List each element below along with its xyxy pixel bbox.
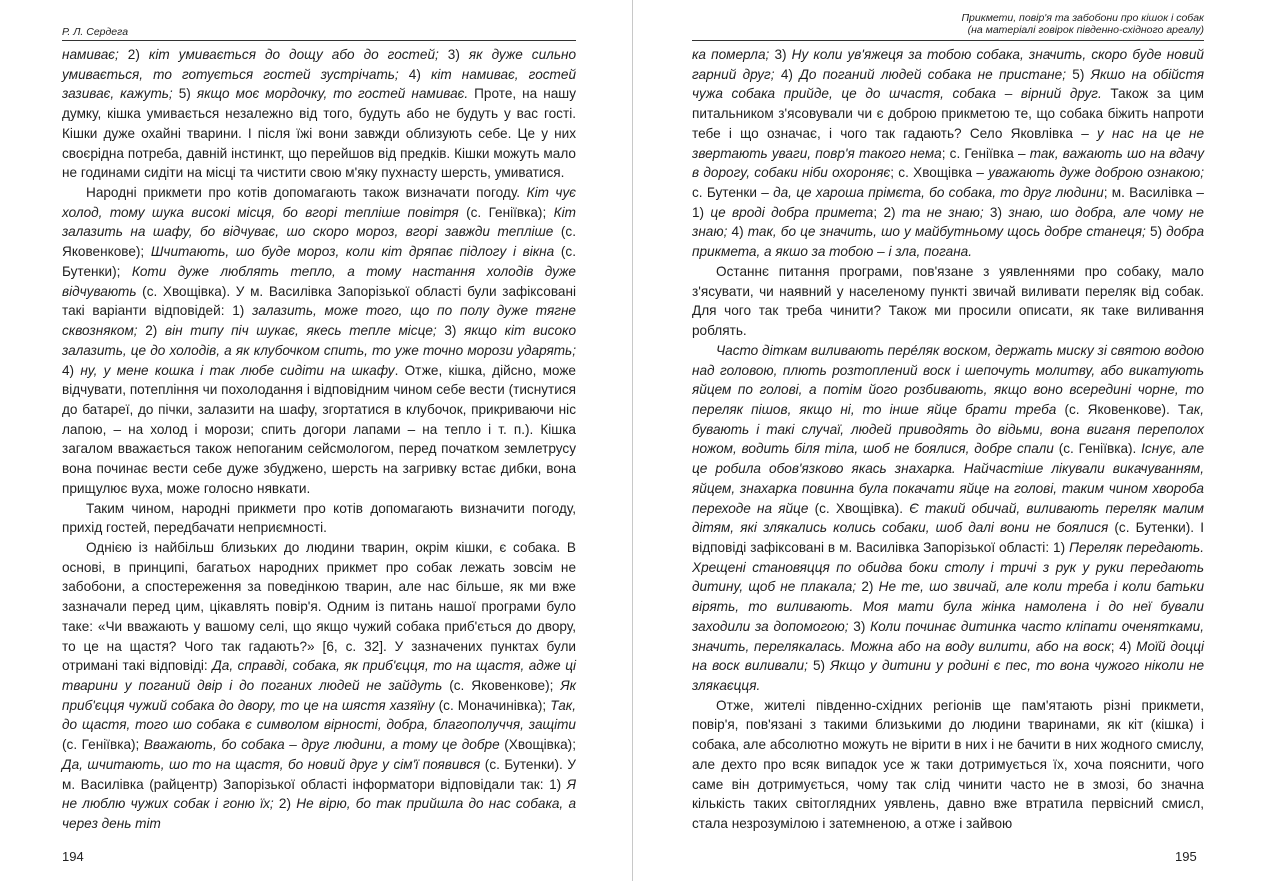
body-text: . Отже, кішка, дійсно, може відчувати, потепління чи похолодання і відповідним чином себе вести (тиснутися до батареї, до пічки, залазити на шафу, згортатися в клубочок, прикриваючи ніс лапою, – на холод і морози; спить догори лапами – на тепло і т. п.). Кішка загалом вважається також непоганим сейсмологом, перед початком землетрусу вона починає вести себе дуже збуджено, шерсть на загривку встає дибки, вона прищулює вуха, може голосно нявкати. [62,362,576,496]
body-text: Також за цим питальником з'ясовували чи є доброю прикметою те, що собака біжить напроти тебе і що означає, і чого так гадають? Село Яковлівка – [692,86,1205,141]
body-text: Народні прикмети про котів допомагають також визначати погоду. [86,185,527,201]
body-text: Проте, на нашу думку, кішка умивається незалежно від того, будуть або не будуть у вас гості. Кішки дуже охайні тварини. І після їжі вони завжди облизують себе. Це у них своєрідна потреба, давній інстинкт, що перейшов від предків. Кішки можуть мало не годинами сидіти на місці та чистити свою м'яку пухнасту шерсть, умиватися. [62,86,577,181]
quoted-dialect-text: Да, справді, собака, як приб'єцця, то на щастя, адже ці тварини у поганий двір і до поганих людей не зайдуть [62,658,576,693]
body-text: (с. Яковенкове); [62,224,576,260]
quoted-dialect-text: та не знаю; [901,204,984,220]
body-text: (Хвощівка); [499,737,576,753]
quoted-dialect-text: у нас на це не звертають уваги, повр'я такого нема [692,125,1204,161]
quoted-dialect-text: Переляк передають. Хрещені становяцця по обидва боки столу і тричі з рук у руки передають дитину, щоб не плакала; [692,539,1204,595]
body-text: 3) [983,204,1009,220]
paragraph [62,45,576,183]
right-page [634,0,1267,881]
quoted-dialect-text: якщо кіт високо залазить, це до холодів, а як клубочком спить, то уже точно морози ударять; [62,323,577,358]
quoted-dialect-text: Часто діткам виливають пере́ляк воском, держать миску зі святою водою над головою, плють розтоплений воск і шепочуть молитву, або викатують яйцем по голові, а потім його розбивають, якщо воно всередині чорне, то переляк пішов, якщо ні, то інше яйце брати треба [692,342,1204,417]
quoted-dialect-text: До поганий людей собака не пристане; [799,66,1066,82]
left-page-body [62,45,576,834]
paragraph [692,262,1204,341]
body-text: 3) [848,618,871,634]
quoted-dialect-text: Кіт чує холод, тому шука високі місця, бо вгорі тепліше повітря [62,185,576,220]
body-text: Останнє питання програми, пов'язане з уявленнями про собаку, мало з'ясувати, чи наявний у населеному пункті звичай виливати переляк від собак. Для чого так треба чинити? Також ми просили описати, як таке виливання роблять. [692,263,1204,339]
quoted-dialect-text: ак, бувають і такі случаї, людей приводять до відьми, вона виганя переполох ножом, водить біля тіла, шоб не боялися, добре спали [692,401,1204,457]
quoted-dialect-text: це вроді добра примета [710,204,874,220]
body-text: (с. Геніївка); [458,204,554,220]
page-number: 195 [1175,849,1197,864]
body-text: ; с. Геніївка – [941,145,1030,161]
paragraph [62,499,576,538]
body-text: 5) [807,658,831,674]
quoted-dialect-text: Кіт залазить на шафу, бо відчуває, шо скоро мороз, вгорі завжди тепліше [62,204,576,240]
quoted-dialect-text: Я не люблю чужих собак і гоню їх; [62,776,576,812]
quoted-dialect-text: Як приб'єцця чужий собака до двору, то це на шястя хазяїну [62,678,577,713]
quoted-dialect-text: Є такий обичай, виливають переляк малим дітям, які злякались колись собаки, шоб далі вони не боялися [692,500,1204,536]
running-head-title-line2: (на матеріалі говірок південно-східного ареалу) [967,24,1204,36]
quoted-dialect-text: Да, шчитають, шо то на щастя, бо новий друг у сім'ї появився [62,756,481,772]
quoted-dialect-text: кіт намиває, гостей зазиває, кажуть; [62,66,577,102]
quoted-dialect-text: як дуже сильно умивається, то готується гостей зустрічать; [62,47,577,82]
body-text: 2) [118,47,149,62]
quoted-dialect-text: Ну коли ув'яжеця за тобою собака, значить, скоро буде новий гарний друг; [692,47,1204,82]
quoted-dialect-text: Вважають, бо собака – друг людини, а тому це добре [143,737,500,753]
body-text: ; м. Василівка – 1) [692,185,1204,220]
body-text: 2) [137,323,165,339]
quoted-dialect-text: якщо моє мордочку, то гостей намиває. [196,86,469,102]
body-text: 5) [172,86,197,102]
body-text: (с. Бутенки). У м. Василівка (райцентр) Запорізької області інформатори відповідали так: 1) [62,756,576,792]
quoted-dialect-text: Якщо у дитини у родині є пес, то вона чужого ніколи не злякаєцця. [692,658,1205,693]
body-text: (с. Бутенки). І відповіді зафіксовані в м. Василівка Запорізької області: 1) [692,520,1204,555]
body-text: 3) [769,47,792,62]
body-text: (с. Геніївка); [62,737,144,753]
body-text: 5) [1065,66,1091,82]
quoted-dialect-text: Існує, але це робила обов'язково якась знахарка. Найчастіше лікували викачуванням, яйцем, знахарка повинна була покачати яйце на голові, таким чином хвороба переходе на яйце [692,441,1204,516]
quoted-dialect-text: Коли починає дитинка часто кліпати оченятками, значить, перелякалась. Можна або на воду вилити, або на воск [692,618,1204,654]
body-text: 3) [436,323,465,339]
paragraph [692,45,1204,262]
left-page [0,0,633,881]
quoted-dialect-text: добра прикмета, а якшо за тобою – і зла, погана. [692,224,1205,260]
quoted-dialect-text: так, важають шо на вдачу в дорогу, собаки ніби охороняє [692,145,1204,181]
body-text: (с. Хвощівка). [808,500,910,516]
body-text: (с. Бутенки); [62,244,576,279]
quoted-dialect-text: знаю, шо добра, але чому не знаю; [692,204,1204,240]
body-text: 5) [1145,224,1167,240]
quoted-dialect-text: так, бо це значить, шо у майбутньому щось добре станеця; [747,224,1146,240]
quoted-dialect-text: намиває; [62,47,119,62]
body-text: 3) [438,47,469,62]
paragraph [692,696,1204,834]
quoted-dialect-text: ка померла; [692,47,770,62]
quoted-dialect-text: Не вірю, бо так прийшла до нас собака, а через день тіт [62,796,576,832]
body-text: (с. Яковенкове); [442,678,561,693]
right-page-body [692,45,1204,834]
quoted-dialect-text: Так, до щастя, того шо собака є символом вірності, добра, благополуччя, защіти [62,697,576,733]
header-rule [62,40,576,41]
paragraph [692,341,1204,696]
running-head-title-line1: Прикмети, повір'я та забобони про кішок і собак [961,12,1204,24]
body-text: 4) [62,362,81,378]
body-text: с. Бутенки – [692,185,774,201]
body-text: (с. Моначинівка); [434,697,551,713]
quoted-dialect-text: він типу піч шукає, якесь тепле місце; [164,323,437,339]
body-text: Отже, жителі південно-східних регіонів ще пам'ятають різні прикмети, повір'я, пов'язані з такими близькими до людини тваринами, як кіт (кішка) і собака, але абсолютно можуть не вірити в них і не бачити в них жодного смислу, але дехто про всяк випадок усе ж таки дотримується їх, хоча пояснити, чого саме він дотримується, чому так слід чинити часто не в змозі, бо значна кількість таких світоглядних уявлень, давно вже втратила первісний смисл, стала незрозумілою і затемненою, а отже і зайвою [692,697,1204,832]
body-text: 2) [856,579,879,595]
body-text: ; с. Хвощівка – [890,165,989,181]
quoted-dialect-text: кіт умивається до дощу або до гостей; [148,47,439,62]
quoted-dialect-text: уважають дуже доброю ознакою; [988,165,1204,181]
quoted-dialect-text: Моїй доцці на воск виливали; [692,638,1205,674]
running-head-author: Р. Л. Сердега [62,26,129,38]
body-text: 2) [273,796,297,812]
body-text: (с. Геніївка). [1053,441,1142,457]
running-head-title [692,12,1204,36]
body-text: 4) [398,66,431,82]
body-text: (с. Яковенкове). Т [1056,401,1187,417]
quoted-dialect-text: Якшо на обійстя чужа собака прийде, це до шчастя, собака – вірний друг. [692,66,1205,102]
body-text: (с. Хвощівка). У м. Василівка Запорізької області були зафіксовані такі варіанти відповідей: 1) [62,283,576,319]
page-number: 194 [62,849,84,864]
quoted-dialect-text: да, це хароша прімєта, бо собака, то друг людини [773,185,1104,201]
body-text: ; 2) [873,204,902,220]
quoted-dialect-text: ну, у мене кошка і так любе сидіти на шкафу [80,362,395,378]
paragraph [62,183,576,499]
paragraph [62,538,576,834]
body-text: ; 4) [1110,638,1137,654]
body-text: 4) [727,224,748,240]
body-text: Однією із найбільш близьких до людини тварин, окрім кішки, є собака. В основі, в принципі, багатьох народних прикмет про собак лежать зовсім не забобони, а спостереження за поведінкою тварин, але нас більше, як ми вже зазначали перед цим, цікавлять повір'я. Одним із питань нашої програми було таке: «Чи вважають у вашому селі, що якщо чужий собака приб'ється до двору, то це на щастя? Чого так гадають?» [6, с. 32]. У зазначених пунктах були отримані такі відповіді: [62,539,576,674]
quoted-dialect-text: Не те, шо звичай, але коли треба і коли батьки вірять, то виливають. Моя мати була жінка намолена і до неї бували заходили за допомогою; [692,579,1205,634]
quoted-dialect-text: залазить, може того, що по полу дуже тягне сквозняком; [62,303,576,339]
quoted-dialect-text: Коти дуже люблять тепло, а тому настання холодів дуже відчувають [62,263,576,299]
body-text: Таким чином, народні прикмети про котів допомагають визначити погоду, прихід гостей, передбачати неприємності. [62,500,576,536]
quoted-dialect-text: Шчитають, шо буде мороз, коли кіт дряпає підлогу і вікна [150,244,555,260]
body-text: 4) [774,66,800,82]
header-rule [692,40,1204,41]
